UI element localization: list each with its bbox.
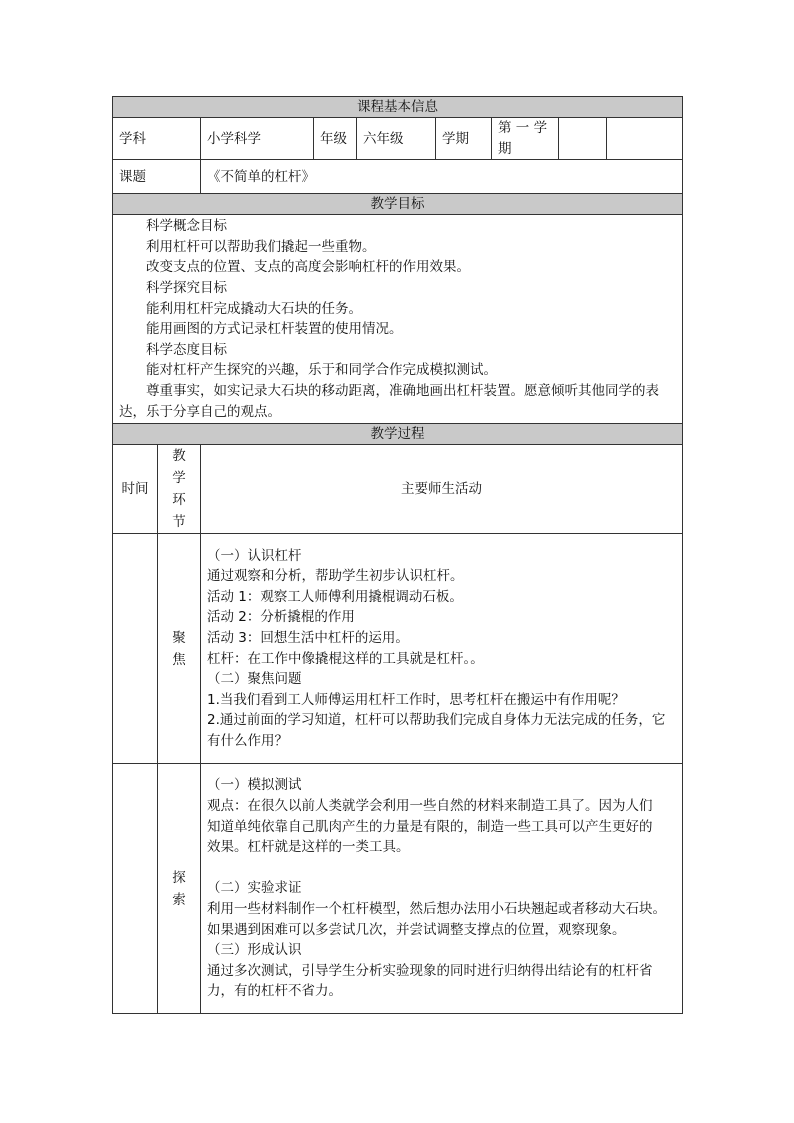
objective-line: 达，乐于分享自己的观点。 — [119, 403, 281, 420]
term-label: 学期 — [436, 118, 492, 160]
stage-header-char: 教 — [172, 448, 186, 465]
subject-row — [113, 118, 683, 160]
stage-explore-time — [113, 764, 158, 1014]
objective-line: 能对杠杆产生探究的兴趣，乐于和同学合作完成模拟测试。 — [146, 362, 497, 379]
activity-line: 活动 2：分析撬棍的作用 — [207, 609, 355, 626]
objective-line: 能利用杠杆完成撬动大石块的任务。 — [146, 300, 362, 317]
basic-info-header: 课程基本信息 — [113, 97, 683, 118]
activity-line: 杠杆：在工作中像撬棍这样的工具就是杠杆。。 — [207, 650, 484, 667]
time-column-header: 时间 — [113, 445, 158, 534]
activity-line: （三）形成认识 — [207, 942, 302, 959]
activity-line: 有什么作用？ — [207, 733, 288, 749]
objective-line: 科学探究目标 — [146, 279, 227, 296]
stage-explore-row — [113, 764, 683, 1014]
activity-line: 通过观察和分析，帮助学生初步认识杠杆。 — [207, 568, 464, 585]
activity-line: （二）聚焦问题 — [207, 671, 302, 688]
activity-line: 观点：在很久以前人类就学会利用一些自然的材料来制造工具了。因为人们 — [207, 797, 653, 814]
activity-line: （二）实验求证 — [207, 880, 302, 897]
activity-line: 知道单纯依靠自己肌肉产生的力量是有限的，制造一些工具可以产生更好的 — [207, 818, 653, 835]
term-value-line2: 期 — [498, 140, 512, 157]
term-value-line1: 第 一 学 — [498, 120, 548, 136]
stage-header-char: 环 — [172, 492, 186, 509]
stage-name-char: 索 — [172, 891, 186, 908]
stage-name-char: 焦 — [172, 651, 186, 668]
activity-line: 如果遇到困难可以多尝试几次，并尝试调整支撑点的位置，观察现象。 — [207, 921, 626, 938]
subject-label: 学科 — [113, 118, 201, 160]
objectives-header-row — [113, 194, 683, 215]
activity-line: 通过多次测试，引导学生分析实验现象的同时进行归纳得出结论有的杠杆省 — [207, 962, 653, 979]
objective-line: 尊重事实，如实记录大石块的移动距离，准确地画出杠杆装置。愿意倾听其他同学的表 — [146, 382, 659, 399]
process-columns-row — [113, 445, 683, 534]
stage-explore-name — [158, 764, 201, 1014]
empty-cell-2 — [607, 118, 683, 160]
objectives-header: 教学目标 — [113, 194, 683, 215]
lesson-plan-table — [112, 96, 683, 1014]
stage-focus-name — [158, 534, 201, 764]
topic-value: 《不简单的杠杆》 — [201, 160, 683, 194]
activity-line: （一）模拟测试 — [207, 777, 302, 794]
activity-line: （一）认识杠杆 — [207, 547, 302, 564]
activity-line: 活动 3：回想生活中杠杆的运用。 — [207, 630, 409, 647]
process-header: 教学过程 — [113, 424, 683, 445]
objective-line: 能用画图的方式记录杠杆装置的使用情况。 — [146, 321, 403, 338]
activity-line: 力，有的杠杆不省力。 — [207, 983, 342, 1000]
topic-label: 课题 — [113, 160, 201, 194]
basic-info-header-row — [113, 97, 683, 118]
term-value — [492, 118, 559, 160]
stage-focus-time — [113, 534, 158, 764]
stage-focus-row — [113, 534, 683, 764]
subject-value: 小学科学 — [201, 118, 314, 160]
activity-column-header: 主要师生活动 — [201, 445, 683, 534]
objective-line: 科学概念目标 — [146, 218, 227, 235]
stage-column-header — [158, 445, 201, 534]
blank-line — [207, 858, 676, 879]
stage-name-char: 探 — [172, 869, 186, 886]
topic-row — [113, 160, 683, 194]
objective-line: 改变支点的位置、支点的高度会影响杠杆的作用效果。 — [146, 259, 470, 276]
activity-line: 1.当我们看到工人师傅运用杠杆工作时，思考杠杆在搬运中有作用呢？ — [207, 691, 625, 708]
stage-header-char: 节 — [172, 514, 186, 531]
objectives-content — [113, 215, 683, 424]
activity-line: 效果。杠杆就是这样的一类工具。 — [207, 839, 410, 856]
stage-focus-content — [201, 534, 683, 764]
objective-line: 科学态度目标 — [146, 341, 227, 358]
grade-value: 六年级 — [357, 118, 436, 160]
objectives-row — [113, 215, 683, 424]
activity-line: 活动 1：观察工人师傅利用撬棍调动石板。 — [207, 588, 463, 605]
stage-name-char: 聚 — [172, 629, 186, 646]
activity-line: 利用一些材料制作一个杠杆模型，然后想办法用小石块翘起或者移动大石块。 — [207, 900, 666, 917]
activity-line: 2.通过前面的学习知道，杠杆可以帮助我们完成自身体力无法完成的任务，它 — [207, 712, 666, 729]
grade-label: 年级 — [314, 118, 357, 160]
process-header-row — [113, 424, 683, 445]
objective-line: 利用杠杆可以帮助我们撬起一些重物。 — [146, 238, 376, 255]
empty-cell-1 — [559, 118, 607, 160]
stage-explore-content — [201, 764, 683, 1014]
stage-header-char: 学 — [172, 470, 186, 487]
